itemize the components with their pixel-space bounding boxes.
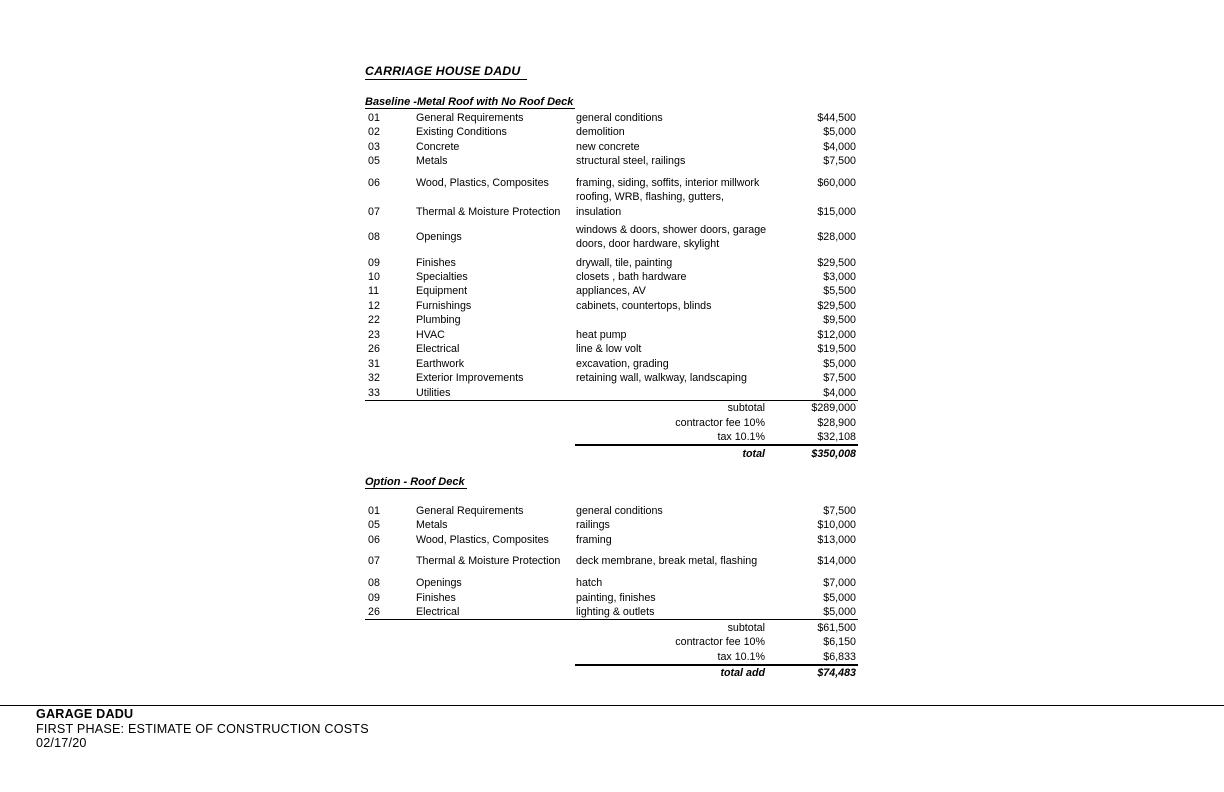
description: line & low volt [576,343,642,356]
amount: $5,500 [823,285,856,298]
summary-amount: $6,833 [823,650,856,663]
description: closets , bath hardware [576,270,687,283]
category: Thermal & Moisture Protection [416,555,561,568]
category: Utilities [416,386,451,399]
amount: $5,000 [823,126,856,139]
csi-code: 23 [368,328,380,341]
line-item-row [365,284,858,298]
csi-code: 06 [368,177,380,190]
description: general conditions [576,504,663,517]
description: painting, finishes [576,591,656,604]
line-item-row [365,190,858,219]
line-item-row [365,270,858,284]
category: Exterior Improvements [416,372,524,385]
summary-amount: $28,900 [817,416,856,429]
line-item-row [365,328,858,342]
description: appliances, AV [576,285,646,298]
summary-amount: $6,150 [823,636,856,649]
category: Specialties [416,270,468,283]
summary-row-inner [575,649,858,665]
line-item-row [365,219,858,255]
csi-code: 06 [368,533,380,546]
description: cabinets, countertops, blinds [576,299,712,312]
category: Concrete [416,140,460,153]
description: deck membrane, break metal, flashing [576,555,758,568]
category: Metals [416,155,448,168]
summary-row [365,666,858,680]
amount: $15,000 [817,205,856,218]
category: Equipment [416,285,468,298]
summary-label: contractor fee 10% [675,636,765,649]
section-heading [365,476,858,491]
category: Electrical [416,605,460,618]
cost-section [365,476,858,680]
csi-code: 05 [368,519,380,532]
amount: $7,500 [823,155,856,168]
description: new concrete [576,140,640,153]
summary-row-inner [575,415,858,429]
summary-row-inner [575,620,858,634]
line-item-row [365,111,858,125]
description: structural steel, railings [576,155,686,168]
section-heading-text: Option - Roof Deck [365,475,465,488]
titleblock-footer [36,707,369,751]
category: General Requirements [416,112,524,124]
summary-row [365,446,858,460]
category: Finishes [416,256,456,269]
amount: $9,500 [823,314,856,327]
category: Finishes [416,591,456,604]
summary-row [365,635,858,649]
line-items [365,111,858,401]
csi-code: 09 [368,591,380,604]
description: hatch [576,577,603,590]
line-item-row [365,386,858,400]
line-item-row [365,569,858,591]
line-item-row [365,504,858,518]
summary-row [365,620,858,634]
category: Wood, Plastics, Composites [416,177,549,190]
csi-code: 08 [368,577,380,590]
summary-label: tax 10.1% [717,650,765,663]
description: retaining wall, walkway, landscaping [576,372,747,385]
section-heading-text: Baseline -Metal Roof with No Roof Deck [365,96,574,108]
summary-row [365,649,858,665]
document-title [365,64,858,81]
line-item-row [365,313,858,327]
csi-code: 05 [368,155,380,168]
csi-code: 22 [368,314,380,327]
csi-code: 07 [368,555,380,568]
summary-row-inner [575,446,858,460]
line-item-row [365,591,858,605]
line-item-row [365,605,858,619]
line-item-row [365,154,858,168]
section-summary [365,401,858,461]
summary-amount: $74,483 [817,666,856,679]
estimate-date: 02/17/20 [36,736,87,751]
amount: $7,500 [823,504,856,517]
amount: $29,500 [817,299,856,312]
description: drywall, tile, painting [576,256,673,269]
csi-code: 08 [368,231,380,244]
amount: $7,000 [823,577,856,590]
amount: $13,000 [817,533,856,546]
summary-label: contractor fee 10% [675,416,765,429]
category: Earthwork [416,357,465,370]
cost-section [365,96,858,461]
csi-code: 32 [368,372,380,385]
amount: $60,000 [817,177,856,190]
amount: $5,000 [823,591,856,604]
line-item-row [365,342,858,356]
summary-label: tax 10.1% [717,431,765,444]
csi-code: 26 [368,605,380,618]
amount: $19,500 [817,343,856,356]
description: demolition [576,126,625,139]
estimate-document [365,64,858,680]
line-item-row [365,169,858,191]
amount: $4,000 [823,140,856,153]
category: Thermal & Moisture Protection [416,205,561,218]
line-item-row [365,256,858,270]
category: Openings [416,231,462,244]
amount: $14,000 [817,555,856,568]
description: framing [576,533,612,546]
description: framing, siding, soffits, interior millwork [576,177,760,190]
csi-code: 10 [368,270,380,283]
summary-label: subtotal [727,402,765,415]
line-item-row [365,518,858,532]
summary-label: total [742,447,765,460]
amount: $3,000 [823,270,856,283]
phase-title: FIRST PHASE: ESTIMATE OF CONSTRUCTION COSTS [36,721,369,736]
csi-code: 26 [368,343,380,356]
cost-sections [365,96,858,680]
summary-amount: $289,000 [811,402,856,415]
description: roofing, WRB, flashing, gutters, insulation [576,191,724,218]
line-item-row [365,371,858,385]
category: Metals [416,519,448,532]
document-title-text: CARRIAGE HOUSE DADU [365,64,527,80]
category: General Requirements [416,504,524,517]
category: HVAC [416,328,445,341]
footer-divider-rule [0,705,1224,706]
csi-code: 33 [368,386,380,399]
category: Electrical [416,343,460,356]
amount: $10,000 [817,519,856,532]
amount: $5,000 [823,357,856,370]
category: Existing Conditions [416,126,507,139]
line-item-row [365,125,858,139]
line-item-row [365,140,858,154]
line-item-row [365,533,858,547]
summary-row-inner [575,635,858,649]
summary-row [365,430,858,446]
category: Plumbing [416,314,461,327]
description: railings [576,519,610,532]
line-item-row [365,299,858,313]
summary-amount: $32,108 [817,431,856,444]
summary-row-inner [575,430,858,446]
amount: $28,000 [817,231,856,244]
summary-label: subtotal [727,621,765,634]
line-item-row [365,357,858,371]
amount: $7,500 [823,372,856,385]
section-heading [365,96,858,111]
summary-row-inner [575,401,858,415]
amount: $12,000 [817,328,856,341]
line-items [365,491,858,621]
amount: $29,500 [817,256,856,269]
csi-code: 11 [368,285,380,298]
line-item-row [365,547,858,569]
csi-code: 02 [368,126,380,139]
description: heat pump [576,328,627,341]
summary-label: total add [720,666,765,679]
description: lighting & outlets [576,605,655,618]
summary-row [365,415,858,429]
summary-row-inner [575,666,858,680]
description: general conditions [576,112,663,124]
description: excavation, grading [576,357,669,370]
summary-amount: $61,500 [817,621,856,634]
category: Openings [416,577,462,590]
summary-row [365,401,858,415]
amount: $44,500 [817,112,856,124]
amount: $4,000 [823,386,856,399]
csi-code: 31 [368,357,380,370]
csi-code: 12 [368,299,380,312]
category: Wood, Plastics, Composites [416,533,549,546]
csi-code: 09 [368,256,380,269]
category: Furnishings [416,299,472,312]
csi-code: 01 [368,504,380,517]
csi-code: 07 [368,205,380,218]
amount: $5,000 [823,605,856,618]
csi-code: 03 [368,140,380,153]
csi-code: 01 [368,112,380,124]
summary-amount: $350,008 [811,447,856,460]
project-name: GARAGE DADU [36,707,134,721]
description: windows & doors, shower doors, garage doors, door hardware, skylight [576,224,767,251]
section-summary [365,620,858,680]
